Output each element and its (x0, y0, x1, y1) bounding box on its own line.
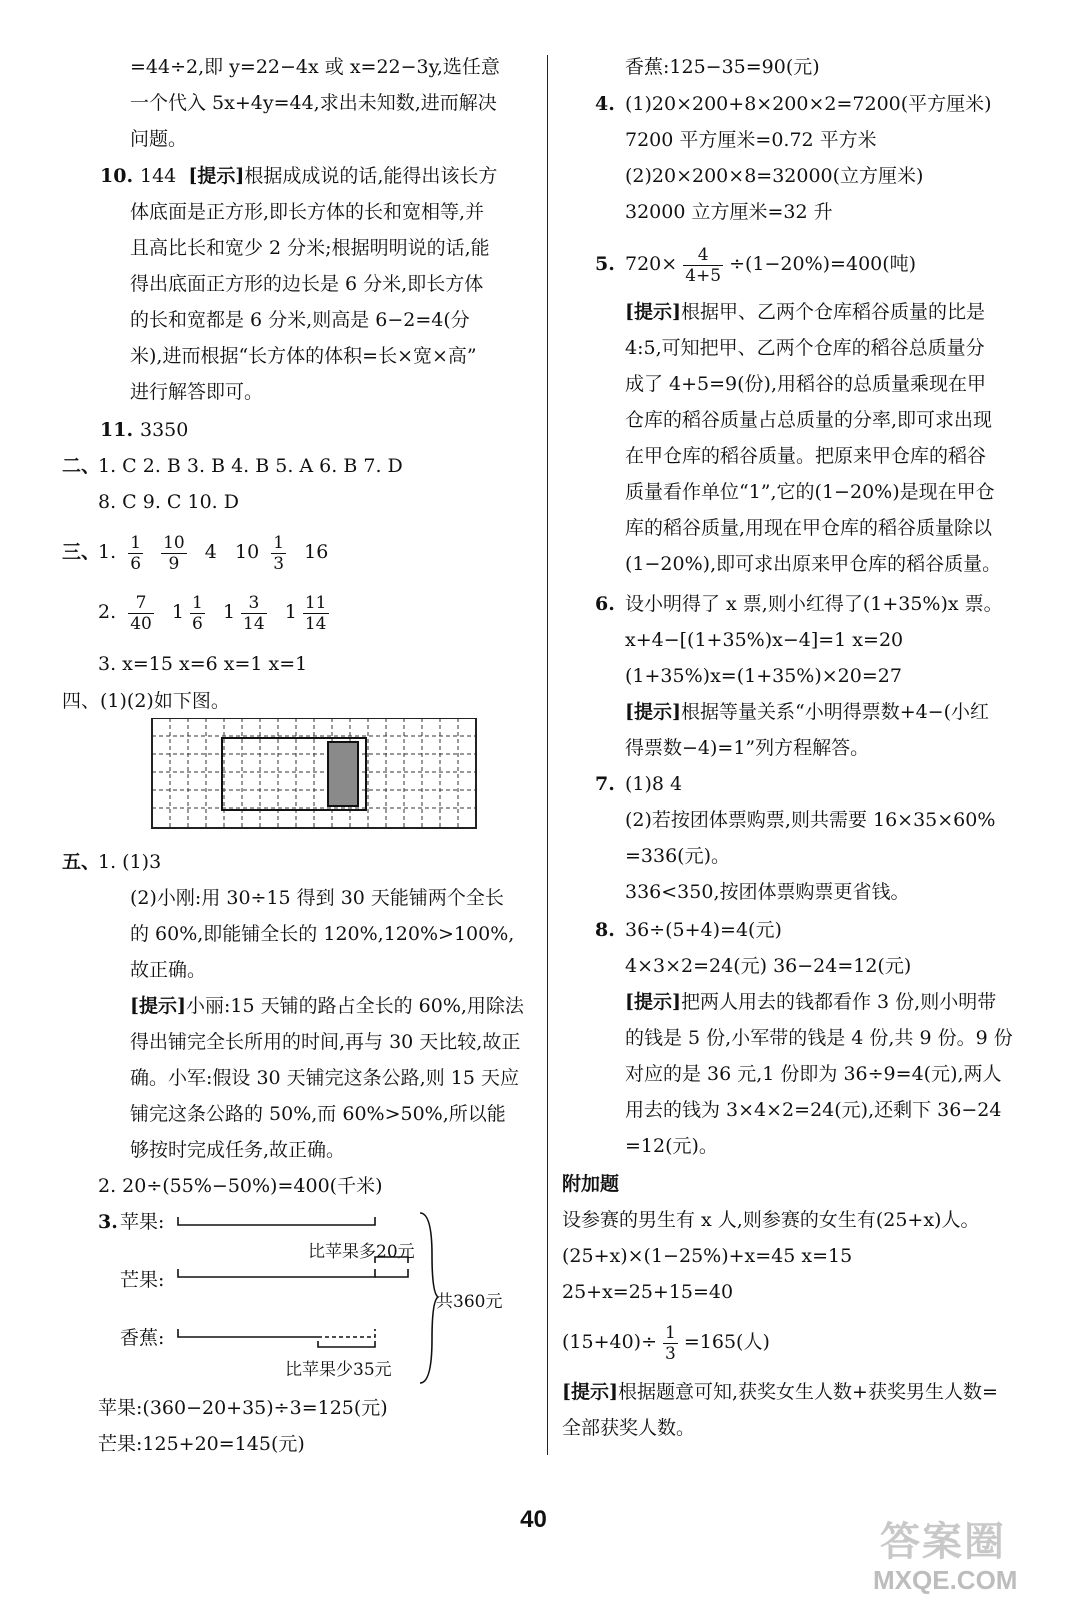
text-line: 的 60%,即能铺全长的 120%,120%>100%, (130, 923, 515, 945)
banana-missing-segment (318, 1329, 375, 1337)
question-number: 1. (98, 541, 117, 563)
hint-text: 根据成成说的话,能得出该长方 (244, 165, 498, 187)
banana-missing-brace (318, 1341, 375, 1347)
diagram-total: 共360元 (436, 1292, 503, 1312)
text-line: 用去的钱为 3×4×2=24(元),还剩下 36−24 (625, 1099, 1002, 1121)
text-line: 得票数−4)=1”列方程解答。 (625, 737, 870, 759)
text-line: 的长和宽都是 6 分米,则高是 6−2=4(分 (130, 309, 470, 331)
page-number: 40 (520, 1506, 547, 1533)
hint-label: [提示] (625, 701, 681, 723)
text-line: 米),进而根据“长方体的体积=长×宽×高” (130, 345, 477, 367)
text-line: 36÷(5+4)=4(元) (625, 919, 782, 941)
text-line: 4×3×2=24(元) 36−24=12(元) (625, 955, 912, 977)
text-line (562, 1380, 998, 1404)
value: 10 (235, 541, 260, 563)
text-line: 问题。 (130, 128, 188, 150)
answer: 144 (140, 165, 177, 187)
grid-dashed-lines (152, 718, 476, 828)
mango-extra-segment (375, 1269, 408, 1277)
question-number: 2. (98, 601, 117, 623)
fraction: $\frac{7}{40}$ (130, 592, 152, 634)
text-line: 四、(1)(2)如下图。 (62, 690, 230, 712)
hint-text: 根据甲、乙两个仓库稻谷质量的比是 (680, 301, 985, 323)
expr-part: (15+40)÷ (562, 1331, 658, 1353)
text-line (625, 236, 916, 292)
text-line: 一个代入 5x+4y=44,求出未知数,进而解决 (130, 92, 497, 114)
text-line: 1. (1)3 (98, 851, 162, 873)
text-line: =12(元)。 (625, 1135, 718, 1157)
expr-part: 720× (625, 253, 678, 275)
text-line: 确。小军:假设 30 天铺完这条公路,则 15 天应 (130, 1067, 519, 1089)
total-brace (420, 1213, 438, 1383)
hint-text: 根据题意可知,获奖女生人数+获奖男生人数= (617, 1381, 998, 1403)
text-line: 4:5,可知把甲、乙两个仓库的稻谷总质量分 (625, 337, 985, 359)
text-line (562, 1314, 770, 1370)
text-line (140, 164, 497, 188)
text-line: (1)20×200+8×200×2=7200(平方厘米) (625, 93, 992, 115)
text-line: 够按时完成任务,故正确。 (130, 1139, 346, 1161)
text-line: 336<350,按团体票购票更省钱。 (625, 881, 910, 903)
answer: 3350 (140, 419, 189, 441)
text-line: 体底面是正方形,即长方体的长和宽相等,并 (130, 201, 485, 223)
text-line: 进行解答即可。 (130, 381, 264, 403)
text-line: 25+x=25+15=40 (562, 1281, 734, 1303)
question-number: 8. (595, 919, 615, 941)
text-line (625, 990, 996, 1014)
text-line: 在甲仓库的稻谷质量。把原来甲仓库的稻谷 (625, 445, 987, 467)
hint-text: 把两人用去的钱都看作 3 份,则小明带 (680, 991, 997, 1013)
hint-text: 根据等量关系“小明得票数+4−(小红 (680, 701, 990, 723)
fraction: $\frac{11}{14}$ (304, 592, 327, 634)
text-line: 32000 立方厘米=32 升 (625, 201, 833, 223)
watermark-logo: 答案圈 (880, 1520, 1006, 1564)
fraction: $\frac{1}{6}$ (192, 592, 203, 634)
value: 16 (304, 541, 329, 563)
text-line: 2. 20÷(55%−50%)=400(千米) (98, 1175, 383, 1197)
fraction-answers-row (98, 524, 328, 580)
text-line: 且高比长和宽少 2 分米;根据明明说的话,能 (130, 237, 490, 259)
text-line: 仓库的稻谷质量占总质量的分率,即可求出现 (625, 409, 993, 431)
text-line: 香蕉:125−35=90(元) (625, 56, 820, 78)
text-line: (2)若按团体票购票,则共需要 16×35×60% (625, 809, 996, 831)
text-line: 成了 4+5=9(份),用稻谷的总质量乘现在甲 (625, 373, 987, 395)
text-line: (1+35%)x=(1+35%)×20=27 (625, 665, 902, 687)
text-line: 库的稻谷质量,用现在甲仓库的稻谷质量除以 (625, 517, 993, 539)
text-line: =336(元)。 (625, 845, 731, 867)
hint-label: [提示] (188, 165, 245, 187)
section-label: 二、 (62, 455, 101, 477)
value: 4 (204, 541, 217, 563)
apple-segment (178, 1217, 375, 1225)
mango-extra-brace (375, 1257, 408, 1263)
expr-part: ÷(1−20%)=400(吨) (729, 253, 917, 275)
diagram-label-apple: 苹果: (120, 1211, 165, 1233)
text-line: 故正确。 (130, 959, 207, 981)
text-line: 苹果:(360−20+35)÷3=125(元) (98, 1397, 388, 1419)
text-line: =44÷2,即 y=22−4x 或 x=22−3y,选任意 (130, 56, 500, 78)
text-line: 设小明得了 x 票,则小红得了(1+35%)x 票。 (625, 593, 1003, 615)
text-line: 得出铺完全长所用的时间,再与 30 天比较,故正 (130, 1031, 521, 1053)
whole-part: 1 (222, 601, 236, 623)
fraction: $\frac{1}{3}$ (665, 1322, 676, 1364)
text-line: (2)小刚:用 30÷15 得到 30 天能铺两个全长 (130, 887, 504, 909)
hint-label: [提示] (625, 991, 681, 1013)
mango-segment (178, 1269, 375, 1277)
text-line: 7200 平方厘米=0.72 平方米 (625, 129, 877, 151)
whole-part: 1 (284, 601, 297, 623)
diagram-label-banana: 香蕉: (120, 1327, 165, 1349)
hint-label: [提示] (625, 301, 681, 323)
column-divider (547, 55, 548, 1455)
fraction: $\frac{1}{3}$ (273, 532, 285, 574)
bonus-title: 附加题 (562, 1173, 620, 1195)
choice-answers: 8. C 9. C 10. D (98, 491, 239, 513)
fraction-answers-row (98, 584, 335, 640)
text-line: (2)20×200×8=32000(立方厘米) (625, 165, 924, 187)
text-line: 3. x=15 x=6 x=1 x=1 (98, 653, 308, 675)
text-line: x+4−[(1+35%)x−4]=1 x=20 (625, 629, 904, 651)
text-line: 设参赛的男生有 x 人,则参赛的女生有(25+x)人。 (562, 1209, 980, 1231)
hint-label: [提示] (130, 995, 186, 1017)
hint-label: [提示] (562, 1381, 618, 1403)
choice-answers: 1. C 2. B 3. B 4. B 5. A 6. B 7. D (98, 455, 403, 477)
text-line: 的钱是 5 份,小军带的钱是 4 份,共 9 份。9 份 (625, 1027, 1013, 1049)
text-line (625, 300, 985, 324)
segment-diagram (170, 1205, 440, 1405)
diagram-label-mango: 芒果: (120, 1269, 165, 1291)
text-line: (25+x)×(1−25%)+x=45 x=15 (562, 1245, 853, 1267)
fraction: $\frac{10}{9}$ (163, 532, 185, 574)
question-number: 5. (595, 253, 615, 275)
question-number: 3. (98, 1211, 118, 1233)
banana-segment (178, 1329, 318, 1337)
hint-text: 小丽:15 天铺的路占全长的 60%,用除法 (185, 995, 524, 1017)
text-line: 芒果:125+20=145(元) (98, 1433, 305, 1455)
expr-part: =165(人) (683, 1331, 770, 1353)
question-number: 7. (595, 773, 615, 795)
text-line: (1−20%),即可求出原来甲仓库的稻谷质量。 (625, 553, 1002, 575)
question-number: 11. (100, 419, 134, 441)
grid-diagram (150, 718, 480, 830)
text-line: 对应的是 36 元,1 份即为 36÷9=4(元),两人 (625, 1063, 1002, 1085)
text-line: 质量看作单位“1”,它的(1−20%)是现在甲仓 (625, 481, 995, 503)
text-line: 铺完这条公路的 50%,而 60%>50%,所以能 (130, 1103, 506, 1125)
watermark-site: MXQE.COM (873, 1565, 1018, 1595)
shaded-rectangle (328, 742, 358, 806)
text-line: 全部获奖人数。 (562, 1417, 696, 1439)
fraction: $\frac{1}{6}$ (130, 532, 142, 574)
section-label: 三、 (62, 541, 101, 563)
fraction: $\frac{3}{14}$ (243, 592, 265, 634)
text-line (625, 700, 989, 724)
text-line (130, 994, 524, 1018)
fraction: $\frac{4}{4+5}$ (685, 244, 722, 286)
text-line: 得出底面正方形的边长是 6 分米,即长方体 (130, 273, 484, 295)
question-number: 4. (595, 93, 615, 115)
diagram-note-less: 比苹果少35元 (285, 1360, 392, 1380)
text-line: (1)8 4 (625, 773, 683, 795)
whole-part: 1 (171, 601, 185, 623)
diagram-note-more: 比苹果多20元 (308, 1242, 415, 1262)
question-number: 6. (595, 593, 615, 615)
section-label: 五、 (62, 851, 101, 873)
question-number: 10. (100, 165, 134, 187)
